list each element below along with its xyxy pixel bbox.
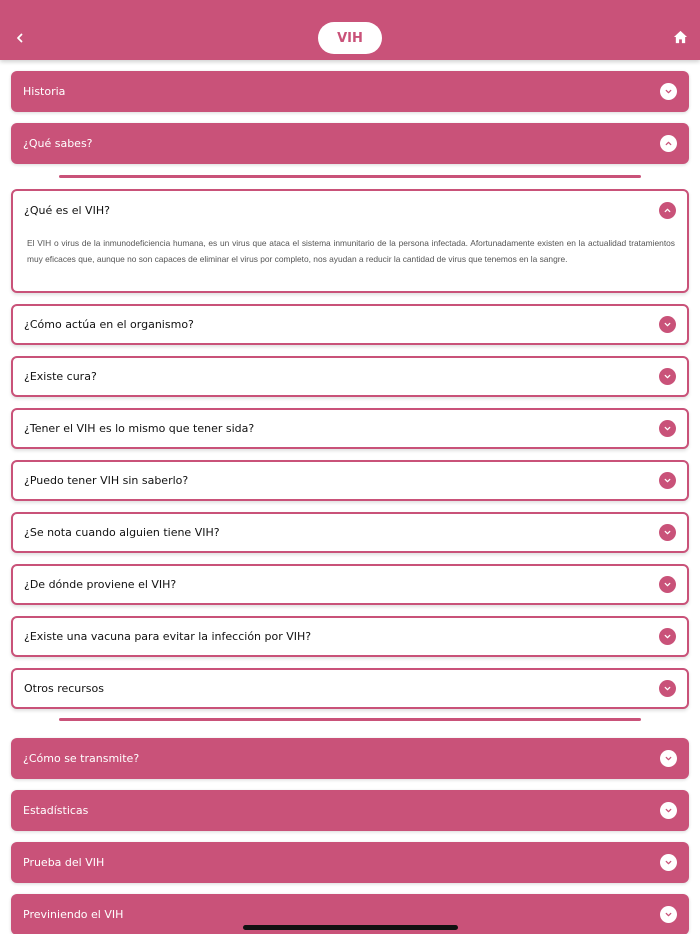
- question-open-que-es-vih[interactable]: [11, 189, 689, 293]
- chevron-down-icon[interactable]: [659, 576, 676, 593]
- chevron-down-icon[interactable]: [659, 524, 676, 541]
- page-title: VIH: [318, 22, 382, 54]
- question-label: ¿De dónde proviene el VIH?: [24, 578, 177, 591]
- section-label: ¿Cómo se transmite?: [23, 752, 140, 765]
- question-label: ¿Tener el VIH es lo mismo que tener sida?: [24, 422, 255, 435]
- section-prueba-vih[interactable]: [11, 842, 689, 883]
- chevron-down-icon[interactable]: [659, 628, 676, 645]
- section-como-se-transmite[interactable]: [11, 738, 689, 779]
- question-item[interactable]: [11, 512, 689, 553]
- section-que-sabes[interactable]: [11, 123, 689, 164]
- question-item[interactable]: [11, 304, 689, 345]
- question-item[interactable]: [11, 564, 689, 605]
- section-divider-top: [59, 175, 641, 178]
- section-label: Previniendo el VIH: [23, 908, 124, 921]
- chevron-down-icon[interactable]: [659, 368, 676, 385]
- chevron-up-icon[interactable]: [660, 135, 677, 152]
- chevron-left-icon: [14, 29, 26, 48]
- question-label: ¿Se nota cuando alguien tiene VIH?: [24, 526, 220, 539]
- chevron-down-icon[interactable]: [660, 83, 677, 100]
- question-label: ¿Cómo actúa en el organismo?: [24, 318, 194, 331]
- home-button[interactable]: [668, 26, 692, 50]
- question-item[interactable]: [11, 460, 689, 501]
- chevron-down-icon[interactable]: [659, 680, 676, 697]
- chevron-down-icon[interactable]: [659, 316, 676, 333]
- back-button[interactable]: [8, 26, 32, 50]
- chevron-down-icon[interactable]: [660, 750, 677, 767]
- home-indicator: [243, 925, 458, 930]
- question-label: ¿Existe una vacuna para evitar la infección por VIH?: [24, 630, 312, 643]
- app-header: [0, 0, 700, 60]
- chevron-down-icon[interactable]: [660, 906, 677, 923]
- chevron-down-icon[interactable]: [659, 420, 676, 437]
- question-item[interactable]: [11, 356, 689, 397]
- chevron-down-icon[interactable]: [660, 802, 677, 819]
- section-historia[interactable]: [11, 71, 689, 112]
- section-label: Historia: [23, 85, 66, 98]
- question-item[interactable]: [11, 408, 689, 449]
- question-label: Otros recursos: [24, 682, 104, 695]
- chevron-down-icon[interactable]: [659, 472, 676, 489]
- home-icon: [673, 29, 688, 48]
- section-label: Prueba del VIH: [23, 856, 105, 869]
- section-label: ¿Qué sabes?: [23, 137, 93, 150]
- section-label: Estadísticas: [23, 804, 89, 817]
- chevron-down-icon[interactable]: [660, 854, 677, 871]
- question-label: ¿Puedo tener VIH sin saberlo?: [24, 474, 189, 487]
- question-item[interactable]: [11, 616, 689, 657]
- question-label: ¿Existe cura?: [24, 370, 97, 383]
- answer-text: El VIH o virus de la inmunodeficiencia humana, es un virus que ataca el sistema inmunitario de la persona infectada. Afortunadamente existen en la actualidad tratamientos muy eficaces que, aunque no son capaces de eliminar el virus por completo, nos ayudan a reducir la cantidad de virus que tenemos en la sangre.: [27, 238, 675, 264]
- question-label: ¿Qué es el VIH?: [24, 204, 110, 217]
- section-divider-bottom: [59, 718, 641, 721]
- question-item[interactable]: [11, 668, 689, 709]
- section-estadisticas[interactable]: [11, 790, 689, 831]
- chevron-up-icon[interactable]: [659, 202, 676, 219]
